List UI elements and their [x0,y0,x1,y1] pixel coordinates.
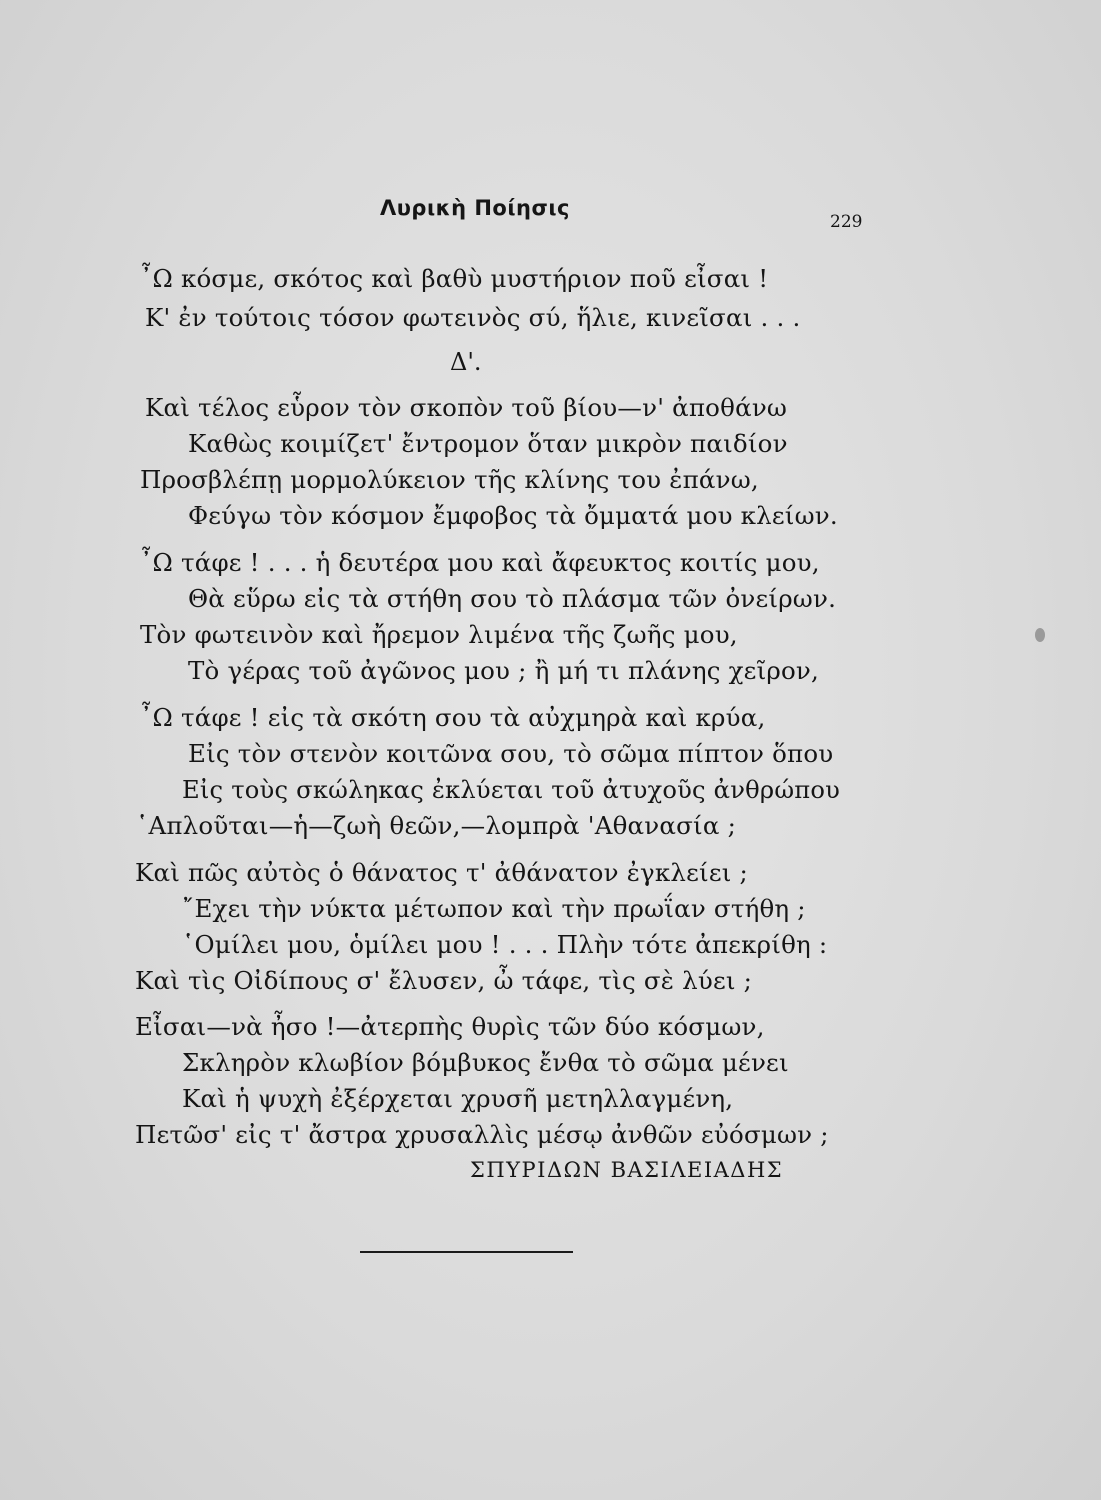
poem-line: Εἰς τοὺς σκώληκας ἐκλύεται τοῦ ἀτυχοῦς ἀνθρώπου [182,775,841,804]
poem-line: Θὰ εὕρω εἰς τὰ στήθη σου τὸ πλάσμα τῶν ὀνείρων. [188,584,837,613]
poem-line: ῏Ω τάφε ! . . . ἡ δευτέρα μου καὶ ἄφευκτος κοιτίς μου, [140,548,820,577]
poem-line: Προσβλέπῃ μορμολύκειον τῆς κλίνης του ἐπάνω, [140,465,759,494]
poem-line: Πετῶσ' εἰς τ' ἄστρα χρυσαλλὶς μέσῳ ἀνθῶν εὐόσμων ; [135,1120,829,1149]
poem-line: ῏Ω τάφε ! εἰς τὰ σκότη σου τὰ αὐχμηρὰ καὶ κρύα, [140,703,766,732]
poem-line: Τὸν φωτεινὸν καὶ ἤρεμον λιμένα τῆς ζωῆς μου, [140,620,738,649]
paper-blemish [1035,628,1045,642]
section-mark: Δ'. [450,348,482,376]
poem-line: Καὶ τέλος εὗρον τὸν σκοπὸν τοῦ βίου—ν' ἀποθάνω [145,393,788,422]
poem-line: Καὶ τὶς Οἰδίπους σ' ἔλυσεν, ὦ τάφε, τὶς σὲ λύει ; [135,966,753,995]
author-signature: ΣΠΥΡΙΔΩΝ ΒΑΣΙΛΕΙΑΔΗΣ [470,1158,784,1182]
page-number: 229 [830,212,863,232]
horizontal-rule [360,1251,573,1253]
poem-line: Καθὼς κοιμίζετ' ἔντρομον ὅταν μικρὸν παιδίον [188,429,788,458]
poem-line: Καὶ πῶς αὐτὸς ὁ θάνατος τ' ἀθάνατον ἐγκλείει ; [135,858,748,887]
poem-line: Κ' ἐν τούτοις τόσον φωτεινὸς σύ, ἥλιε, κινεῖσαι . . . [145,303,801,332]
poem-line: Σκληρὸν κλωβίον βόμβυκος ἔνθα τὸ σῶμα μένει [182,1048,789,1077]
poem-line: ῏Ω κόσμε, σκότος καὶ βαθὺ μυστήριον ποῦ εἶσαι ! [140,264,769,293]
poem-line: ῾Ομίλει μου, ὁμίλει μου ! . . . Πλὴν τότε ἀπεκρίθη : [182,930,828,959]
poem-line: ῎Εχει τὴν νύκτα μέτωπον καὶ τὴν πρωΐαν στήθη ; [182,894,806,923]
poem-line: Τὸ γέρας τοῦ ἀγῶνος μου ; ἢ μή τι πλάνης χεῖρον, [188,656,820,685]
poem-line: Καὶ ἡ ψυχὴ ἐξέρχεται χρυσῆ μετηλλαγμένη, [182,1084,734,1113]
poem-line: ῾Απλοῦται—ἡ—ζωὴ θεῶν,—λομπρὰ 'Αθανασία ; [136,811,737,840]
running-header: Λυρικὴ Ποίησις [380,196,570,220]
poem-line: Φεύγω τὸν κόσμον ἔμφοβος τὰ ὄμματά μου κλείων. [188,501,838,530]
poem-line: Εἰς τὸν στενὸν κοιτῶνα σου, τὸ σῶμα πίπτον ὅπου [188,739,834,768]
poem-line: Εἶσαι—νὰ ἦσο !—ἀτερπὴς θυρὶς τῶν δύο κόσμων, [135,1012,765,1041]
